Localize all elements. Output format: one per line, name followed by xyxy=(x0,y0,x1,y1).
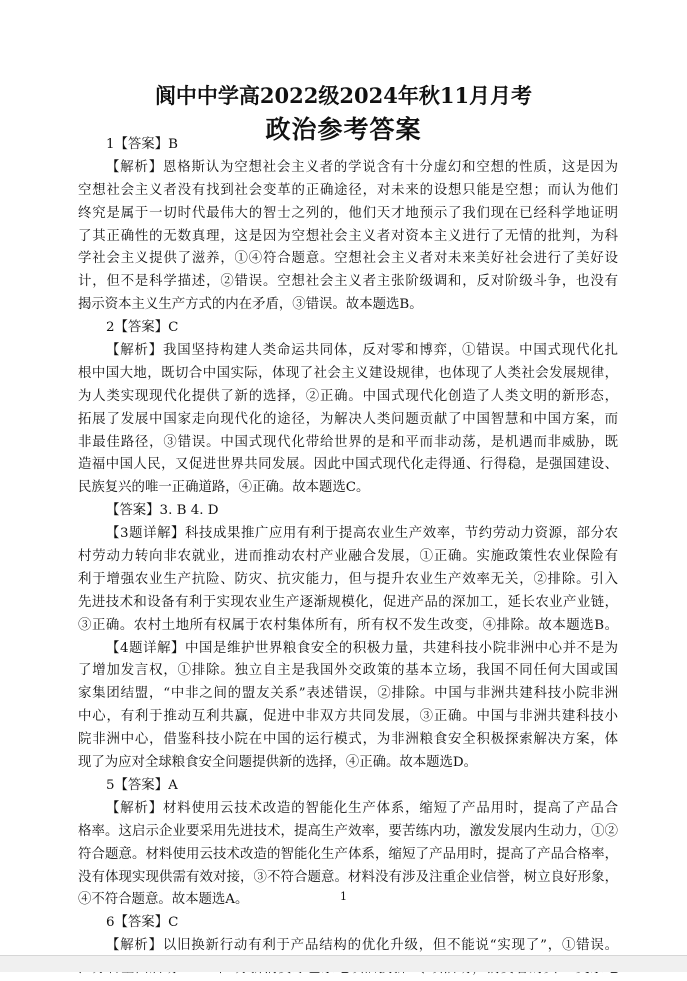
text-line: 学社会主义提供了滋养，①④符合题意。空想社会主义者对未来美好社会进行了美好设 xyxy=(78,251,618,267)
text-line: 【3题详解】科技成果推广应用有利于提高农业生产效率，节约劳动力资源，部分农 xyxy=(106,526,618,542)
text-line: 家集团结盟，“中非之间的盟友关系”表述错误，②排除。中国与非洲共建科技小院非洲 xyxy=(78,686,618,702)
page-number: 1 xyxy=(340,890,347,903)
text-line: 为人类实现现代化提供了新的选择，②正确。中国式现代化创造了人类文明的新形态， xyxy=(78,388,618,404)
text-line: 格率。这启示企业要采用先进技术，提高生产效率，要苦练内功，激发发展内生动力，①② xyxy=(78,823,618,839)
text-line: 院非洲中心，借鉴科技小院在中国的运行模式，为非洲粮食安全积极探索解决方案，体 xyxy=(78,732,618,748)
text-line: 造福中国人民，又促进世界共同发展。因此中国式现代化走得通、行得稳，是强国建设、 xyxy=(78,457,618,473)
text-line: 利于增强农业生产抗险、防灾、抗灾能力，但与提升农业生产效率无关，②排除。引入 xyxy=(78,571,618,587)
text-line: 先进技术和设备有利于实现农业生产逐渐规模化，促进产品的深加工，延长农业产业链， xyxy=(78,594,618,610)
text-line: 【答案】3. B 4. D xyxy=(106,503,219,519)
text-line: 2【答案】C xyxy=(106,320,179,336)
viewer-bottom-edge xyxy=(0,955,687,972)
text-line: 中心，有利于推动互利共赢，促进中非双方共同发展，③正确。中国与非洲共建科技小 xyxy=(78,709,618,725)
text-line: 民族复兴的唯一正确道路，④正确。故本题选C。 xyxy=(78,480,370,496)
text-line: 【解析】我国坚持构建人类命运共同体，反对零和博弈，①错误。中国式现代化扎 xyxy=(106,343,618,359)
text-line: 计，但不是科学描述，②错误。空想社会主义者主张阶级调和，反对阶级斗争，也没有 xyxy=(78,274,618,290)
text-line: ③正确。农村土地所有权属于农村集体所有，所有权不发生改变，④排除。故本题选B。 xyxy=(78,617,618,633)
text-line: ④不符合题意。故本题选A。 xyxy=(78,892,249,908)
text-line: 揭示资本主义生产方式的内在矛盾，③错误。故本题选B。 xyxy=(78,297,423,313)
text-line: 6【答案】C xyxy=(106,915,179,931)
text-line: 【4题详解】中国是维护世界粮食安全的积极力量，共建科技小院非洲中心并不是为 xyxy=(106,640,618,656)
document-subtitle: 政治参考答案 xyxy=(265,115,422,144)
text-line: 没有体现实现供需有效对接，③不符合题意。材料没有涉及注重企业信誉，树立良好形象， xyxy=(78,869,618,885)
text-line: 拓展了发展中国家走向现代化的途径，为解决人类问题贡献了中国智慧和中国方案，而 xyxy=(78,411,618,427)
text-line: 【解析】恩格斯认为空想社会主义者的学说含有十分虚幻和空想的性质，这是因为 xyxy=(106,159,618,175)
text-line: 终究是属于一切时代最伟大的智士之列的，他们天才地预示了我们现在已经科学地证明 xyxy=(78,205,618,221)
text-line: 现了为应对全球粮食安全问题提供新的选择，④正确。故本题选D。 xyxy=(78,755,478,771)
text-line: 【解析】以旧换新行动有利于产品结构的优化升级，但不能说“实现了”，①错误。 xyxy=(106,938,618,954)
text-line: 非最佳路径，③错误。中国式现代化带给世界的是和平而非动荡，是机遇而非威胁，既 xyxy=(78,434,618,450)
text-line: 了其正确性的无数真理，这是因为空想社会主义者对资本主义进行了无情的批判，为科 xyxy=(78,228,618,244)
text-line: 村劳动力转向非农就业，进而推动农村产业融合发展，①正确。实施政策性农业保险有 xyxy=(78,549,618,565)
text-line: 【解析】材料使用云技术改造的智能化生产体系，缩短了产品用时，提高了产品合 xyxy=(106,800,618,816)
text-line: 符合题意。材料使用云技术改造的智能化生产体系，缩短了产品用时，提高了产品合格率， xyxy=(78,846,618,862)
answer-body xyxy=(78,134,618,981)
text-line: 5【答案】A xyxy=(106,777,178,793)
document-title: 阆中中学高2022级2024年秋11月月考 xyxy=(154,83,533,108)
text-line: 1【答案】B xyxy=(106,137,178,152)
text-line: 根中国大地，既切合中国实际，体现了社会主义建设规律，也体现了人类社会发展规律， xyxy=(78,365,618,381)
text-line: 空想社会主义者没有找到社会变革的正确途径，对未来的设想只能是空想；而认为他们 xyxy=(78,182,618,198)
text-line: 了增加发言权，①排除。独立自主是我国外交政策的基本立场，我国不同任何大国或国 xyxy=(78,663,618,679)
